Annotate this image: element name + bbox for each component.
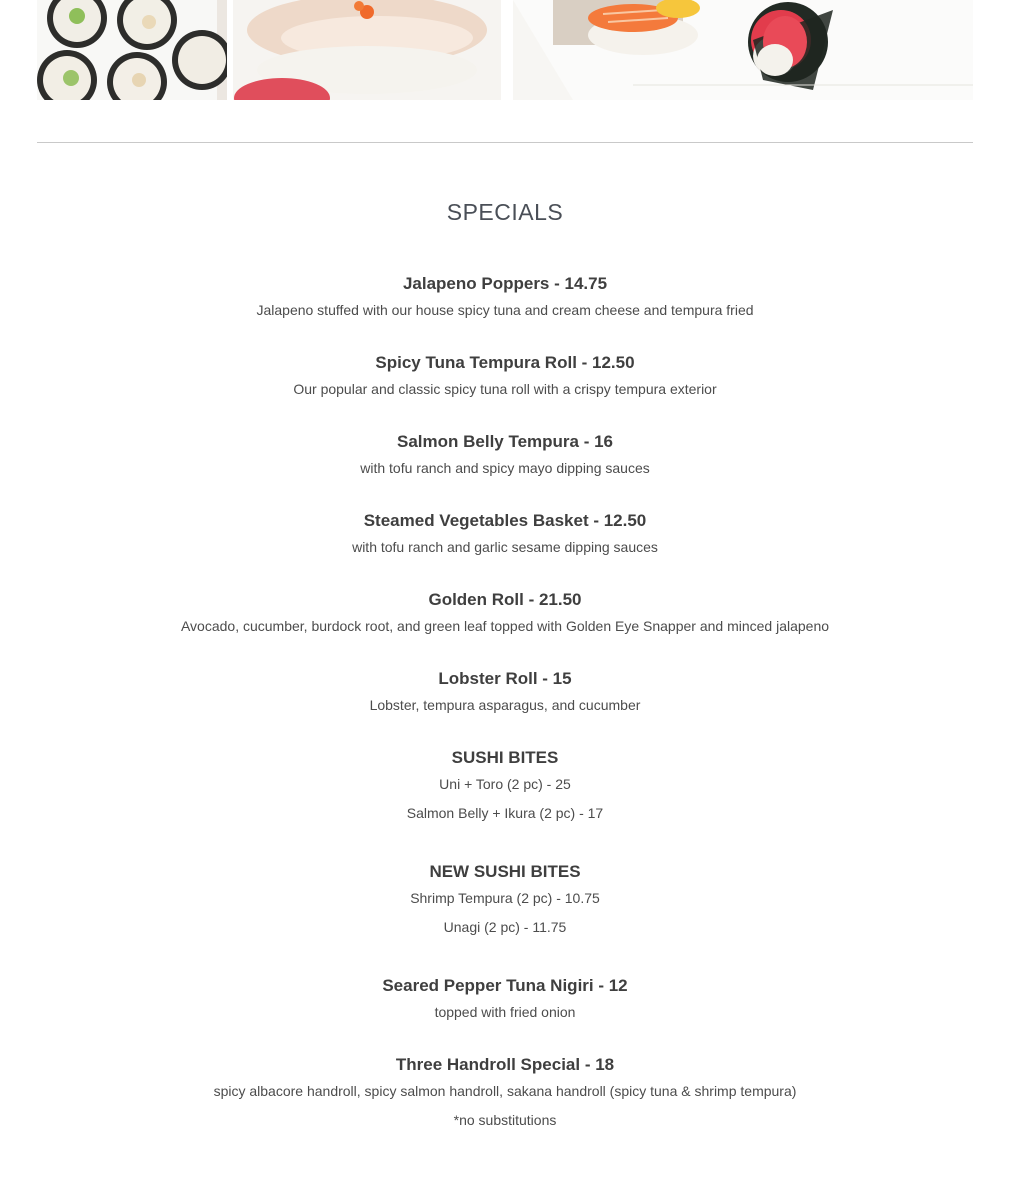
menu-item-sushi-bites — [0, 748, 1010, 823]
item-name: Steamed Vegetables Basket - 12.50 — [363, 511, 647, 530]
item-name: SUSHI BITES — [451, 748, 559, 767]
item-line: Unagi (2 pc) - 11.75 — [443, 919, 567, 935]
menu-item-seared-pepper-tuna-nigiri — [0, 976, 1010, 1022]
item-name: Golden Roll - 21.50 — [428, 590, 582, 609]
photo-strip — [37, 0, 973, 100]
item-name: Jalapeno Poppers - 14.75 — [402, 274, 608, 293]
menu-item-steamed-vegetables-basket — [0, 511, 1010, 557]
item-description: topped with fried onion — [434, 1004, 576, 1020]
sushi-rolls-illustration — [37, 0, 501, 100]
item-name: Three Handroll Special - 18 — [395, 1055, 615, 1074]
item-name: NEW SUSHI BITES — [429, 862, 581, 881]
item-description: with tofu ranch and spicy mayo dipping sauces — [360, 460, 650, 476]
menu-item-new-sushi-bites — [0, 862, 1010, 937]
item-description: Jalapeno stuffed with our house spicy tuna and cream cheese and tempura fried — [256, 302, 754, 318]
item-line: Shrimp Tempura (2 pc) - 10.75 — [410, 890, 600, 906]
menu-item-lobster-roll — [0, 669, 1010, 715]
item-line: Uni + Toro (2 pc) - 25 — [439, 776, 571, 792]
item-name: Lobster Roll - 15 — [438, 669, 572, 688]
menu-item-golden-roll — [0, 590, 1010, 636]
section-divider — [37, 142, 973, 143]
handroll-nigiri-illustration — [513, 0, 973, 100]
specials-heading: SPECIALS — [446, 199, 564, 225]
menu-item-three-handroll-special — [0, 1055, 1010, 1130]
item-name: Spicy Tuna Tempura Roll - 12.50 — [375, 353, 635, 372]
menu-item-spicy-tuna-tempura-roll — [0, 353, 1010, 399]
sushi-rolls-photo — [37, 0, 501, 100]
item-description: Avocado, cucumber, burdock root, and green leaf topped with Golden Eye Snapper and minced jalapeno — [180, 618, 830, 634]
item-name: Salmon Belly Tempura - 16 — [396, 432, 614, 451]
item-line: Salmon Belly + Ikura (2 pc) - 17 — [406, 805, 604, 821]
no-substitutions-note: *no substitutions — [453, 1112, 557, 1128]
item-line: spicy albacore handroll, spicy salmon handroll, sakana handroll (spicy tuna & shrimp tempura) — [213, 1083, 797, 1099]
item-name: Seared Pepper Tuna Nigiri - 12 — [382, 976, 628, 995]
menu-item-salmon-belly-tempura — [0, 432, 1010, 478]
item-description: Lobster, tempura asparagus, and cucumber — [369, 697, 641, 713]
item-description: with tofu ranch and garlic sesame dipping sauces — [352, 539, 658, 555]
menu-item-jalapeno-poppers — [0, 274, 1010, 320]
item-description: Our popular and classic spicy tuna roll with a crispy tempura exterior — [293, 381, 717, 397]
handroll-nigiri-photo — [513, 0, 973, 100]
